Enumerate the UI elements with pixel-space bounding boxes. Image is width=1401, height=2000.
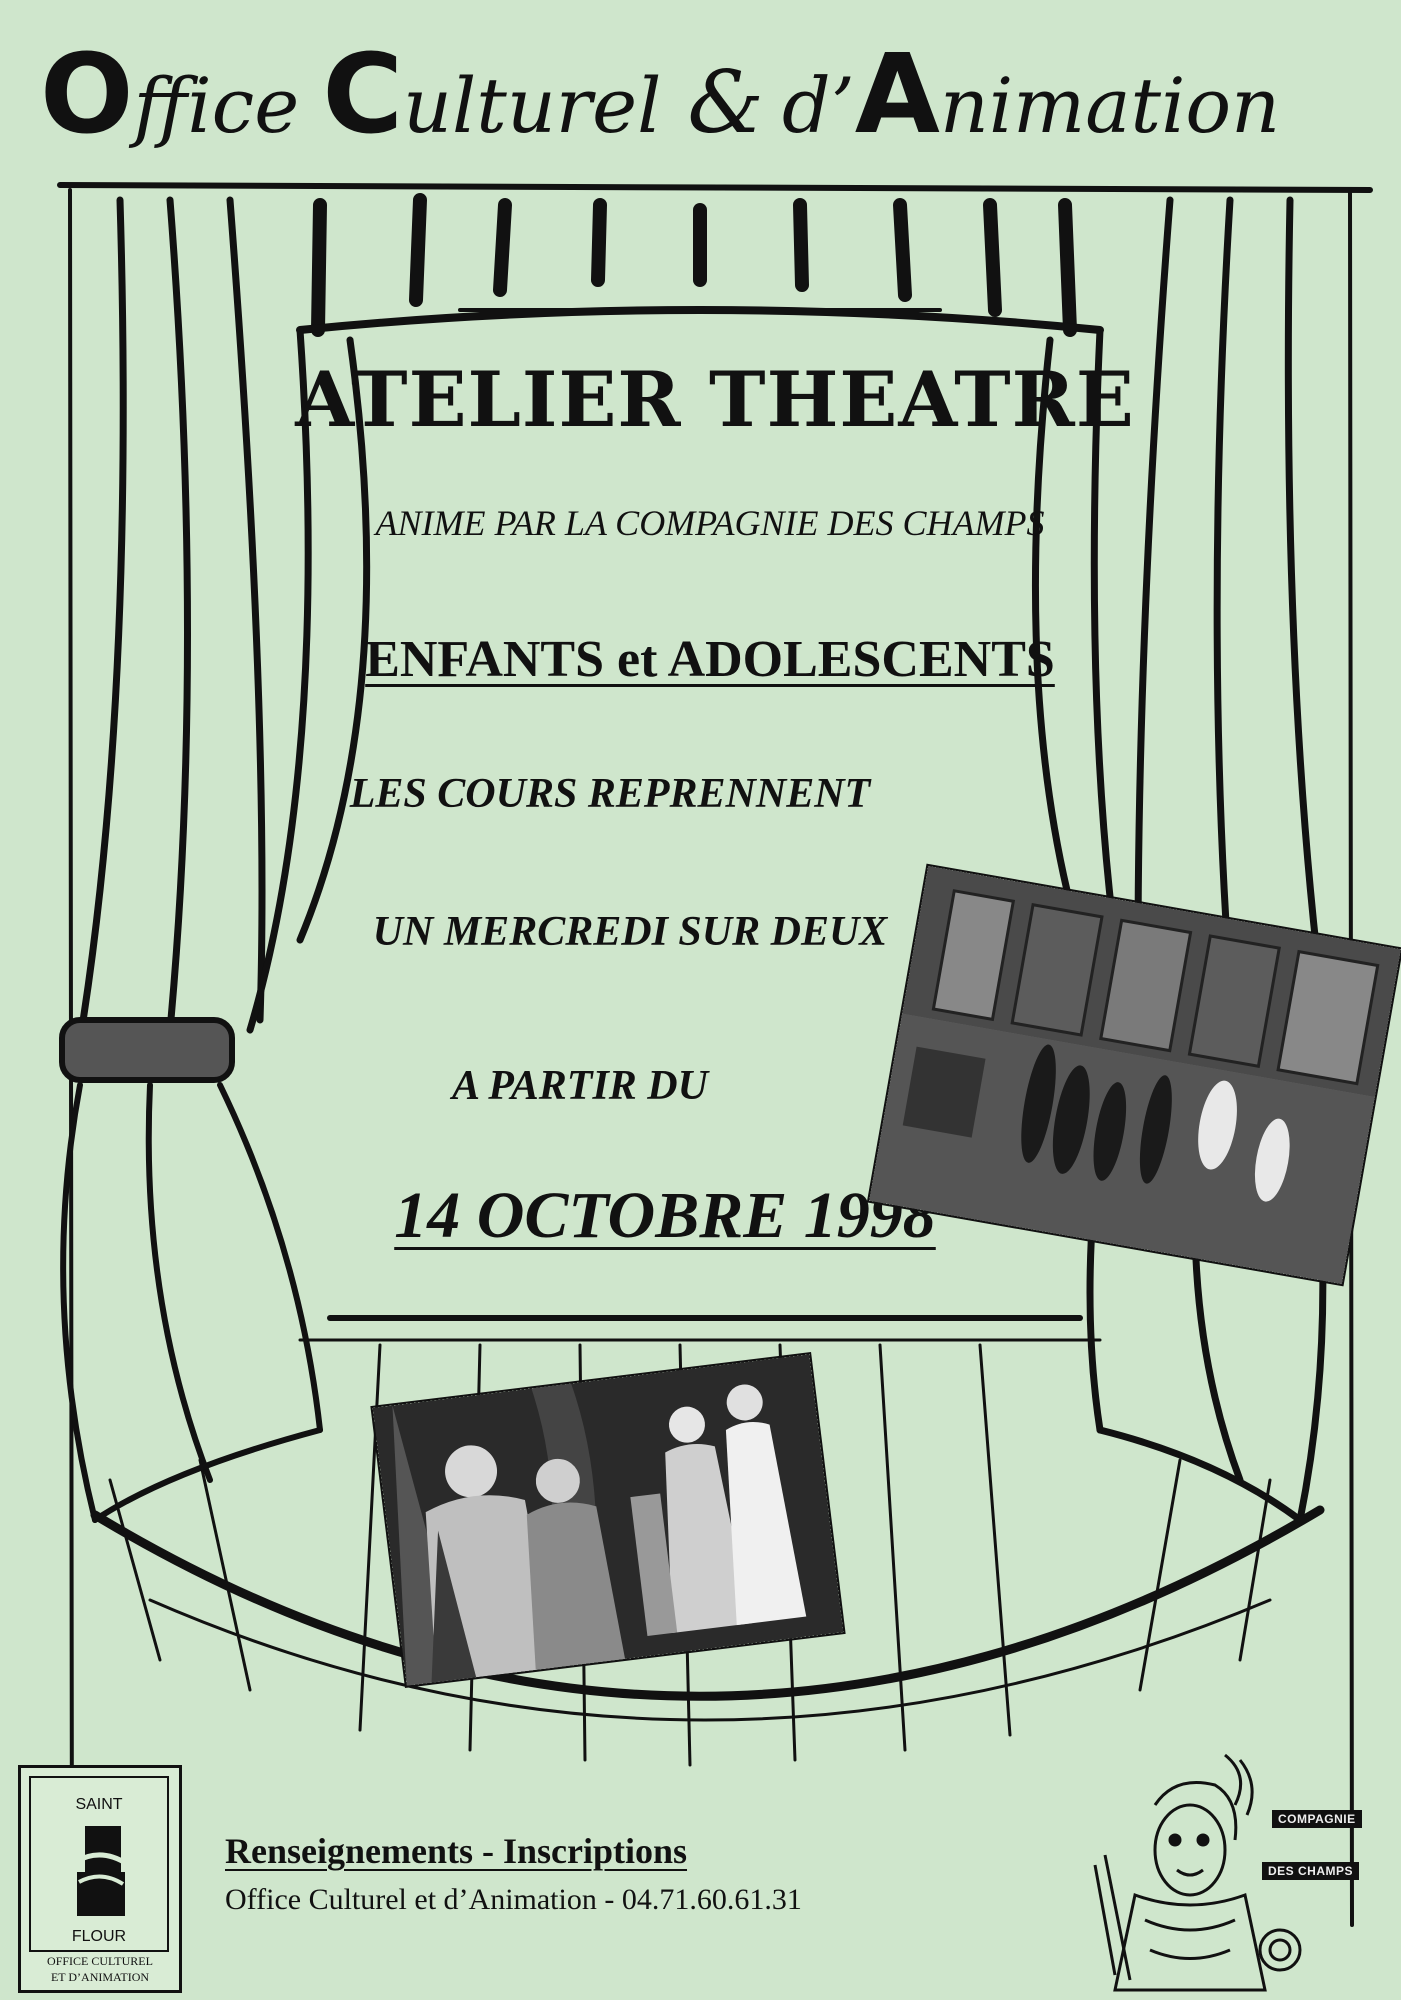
header-a-cap: A xyxy=(854,30,940,158)
logo-caption-line2: ET D’ANIMATION xyxy=(50,1970,150,1984)
header-o-cap: O xyxy=(40,30,134,158)
header-a-rest: nimation xyxy=(939,61,1281,150)
info-contact-line: Office Culturel et d’Animation - 04.71.60.61.31 xyxy=(225,1883,802,1916)
date-text: 14 OCTOBRE 1998 xyxy=(394,1179,936,1252)
poster-line-cours: LES COURS REPRENNENT xyxy=(349,771,871,817)
logo-caption-line1: OFFICE CULTUREL xyxy=(47,1954,153,1968)
audience-text: ENFANTS et ADOLESCENTS xyxy=(365,631,1055,688)
theatre-photo-actors xyxy=(373,1354,844,1686)
header-o-rest: ffice xyxy=(133,61,300,150)
header-ampersand: & xyxy=(687,53,764,153)
organization-header xyxy=(40,30,1380,170)
poster-line-mercredi: UN MERCREDI SUR DEUX xyxy=(372,909,888,955)
poster-title: ATELIER THEATRE xyxy=(295,355,1135,444)
company-label-2: DES CHAMPS xyxy=(1262,1862,1359,1880)
header-c-rest: ulturel xyxy=(403,61,662,150)
poster-subtitle: ANIME PAR LA COMPAGNIE DES CHAMPS xyxy=(375,503,1045,543)
info-title: Renseignements - Inscriptions xyxy=(225,1831,688,1871)
logo-text-saint: SAINT xyxy=(75,1796,123,1813)
logo-emblem-icon xyxy=(71,1822,131,1922)
saint-flour-logo xyxy=(18,1765,182,1993)
poster-audience xyxy=(250,630,1170,689)
header-c-cap: C xyxy=(322,30,404,158)
logo-frame xyxy=(29,1776,169,1952)
header-a-pre: d’ xyxy=(781,61,855,150)
poster-line-partir: A PARTIR DU xyxy=(452,1063,708,1109)
company-label-1: COMPAGNIE xyxy=(1272,1810,1362,1828)
logo-text-flour: FLOUR xyxy=(71,1928,127,1945)
